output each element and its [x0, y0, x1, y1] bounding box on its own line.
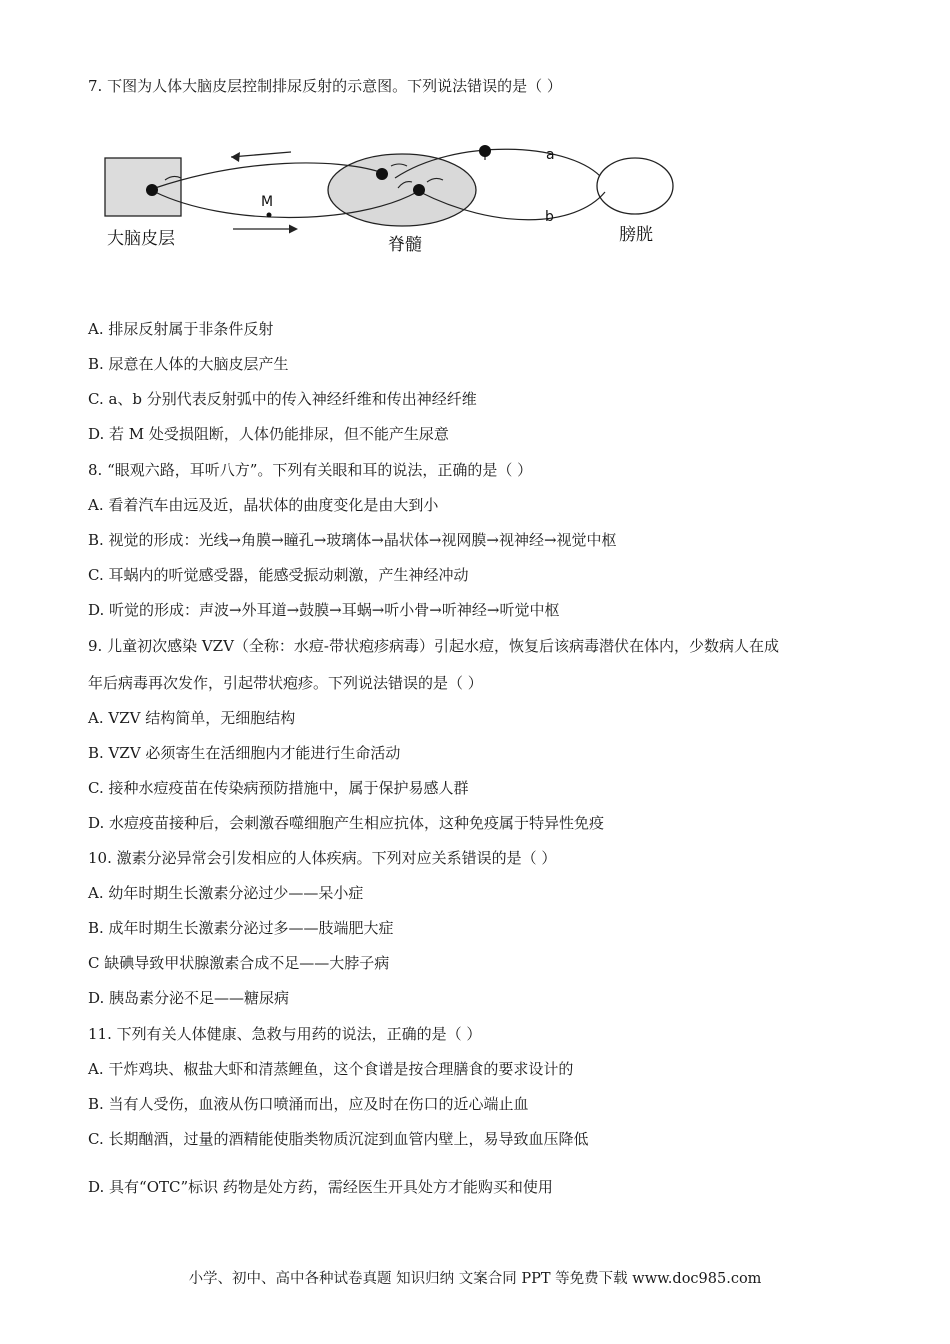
q10-option-a: A. 幼年时期生长激素分泌过少——呆小症 [88, 884, 364, 902]
question-9-stem-line2: 年后病毒再次发作，引起带状疱疹。下列说法错误的是（ ） [88, 674, 483, 692]
spinal-neuron-lower [413, 184, 425, 196]
q10-option-c: C 缺碘导致甲状腺激素合成不足——大脖子病 [88, 954, 390, 972]
q9-option-a: A. VZV 结构简单，无细胞结构 [88, 709, 296, 727]
q9-option-d: D. 水痘疫苗接种后，会刺激吞噬细胞产生相应抗体，这种免疫属于特异性免疫 [88, 814, 605, 832]
q7-option-a: A. 排尿反射属于非条件反射 [88, 320, 274, 338]
q10-option-d: D. 胰岛素分泌不足——糖尿病 [88, 989, 290, 1007]
q8-option-a: A. 看着汽车由远及近，晶状体的曲度变化是由大到小 [88, 496, 439, 514]
label-b: b [545, 209, 554, 225]
q9-option-c: C. 接种水痘疫苗在传染病预防措施中，属于保护易感人群 [88, 779, 469, 797]
q7-option-d: D. 若 M 处受损阻断，人体仍能排尿，但不能产生尿意 [88, 425, 449, 443]
q8-option-d: D. 听觉的形成：声波→外耳道→鼓膜→耳蜗→听小骨→听神经→听觉中枢 [88, 601, 560, 619]
q7-option-b: B. 尿意在人体的大脑皮层产生 [88, 355, 289, 373]
label-a: a [546, 147, 555, 163]
q7-option-c: C. a、b 分别代表反射弧中的传入神经纤维和传出神经纤维 [88, 390, 477, 408]
q8-option-c: C. 耳蜗内的听觉感受器，能感受振动刺激，产生神经冲动 [88, 566, 469, 584]
bladder-circle [597, 158, 673, 214]
q9-option-b: B. VZV 必须寄生在活细胞内才能进行生命活动 [88, 744, 401, 762]
cerebral-cortex-box [105, 158, 181, 216]
q10-option-b: B. 成年时期生长激素分泌过多——肢端肥大症 [88, 919, 394, 937]
label-spinal-cord: 脊髓 [388, 235, 422, 255]
question-7-stem: 7. 下图为人体大脑皮层控制排尿反射的示意图。下列说法错误的是（ ） [88, 77, 562, 95]
q11-option-c: C. 长期酗酒，过量的酒精能使脂类物质沉淀到血管内壁上，易导致血压降低 [88, 1130, 589, 1148]
label-cerebral-cortex: 大脑皮层 [107, 229, 175, 249]
question-10-stem: 10. 激素分泌异常会引发相应的人体疾病。下列对应关系错误的是（ ） [88, 849, 557, 867]
cortex-neuron [146, 184, 158, 196]
q8-option-b: B. 视觉的形成：光线→角膜→瞳孔→玻璃体→晶状体→视网膜→视神经→视觉中枢 [88, 531, 617, 549]
q11-option-a: A. 干炸鸡块、椒盐大虾和清蒸鲤鱼，这个食谱是按合理膳食的要求设计的 [88, 1060, 574, 1078]
arrow-up-path [231, 152, 291, 157]
q11-option-d: D. 具有“OTC”标识 药物是处方药，需经医生开具处方才能购买和使用 [88, 1178, 553, 1196]
ganglion-dot [479, 145, 491, 157]
spinal-neuron-upper [376, 168, 388, 180]
label-bladder: 膀胱 [619, 225, 653, 245]
reflex-arc-diagram [95, 130, 695, 270]
page-footer: 小学、初中、高中各种试卷真题 知识归纳 文案合同 PPT 等免费下载 www.doc985.com [188, 1271, 762, 1287]
question-8-stem: 8. “眼观六路，耳听八方”。下列有关眼和耳的说法，正确的是（ ） [88, 461, 533, 479]
question-9-stem-line1: 9. 儿童初次感染 VZV（全称：水痘-带状疱疹病毒）引起水痘，恢复后该病毒潜伏在体内，少数病人在成 [88, 637, 780, 655]
question-11-stem: 11. 下列有关人体健康、急救与用药的说法，正确的是（ ） [88, 1025, 482, 1043]
q11-option-b: B. 当有人受伤，血液从伤口喷涌而出，应及时在伤口的近心端止血 [88, 1095, 529, 1113]
point-m [267, 213, 272, 218]
label-m: M [261, 194, 274, 210]
